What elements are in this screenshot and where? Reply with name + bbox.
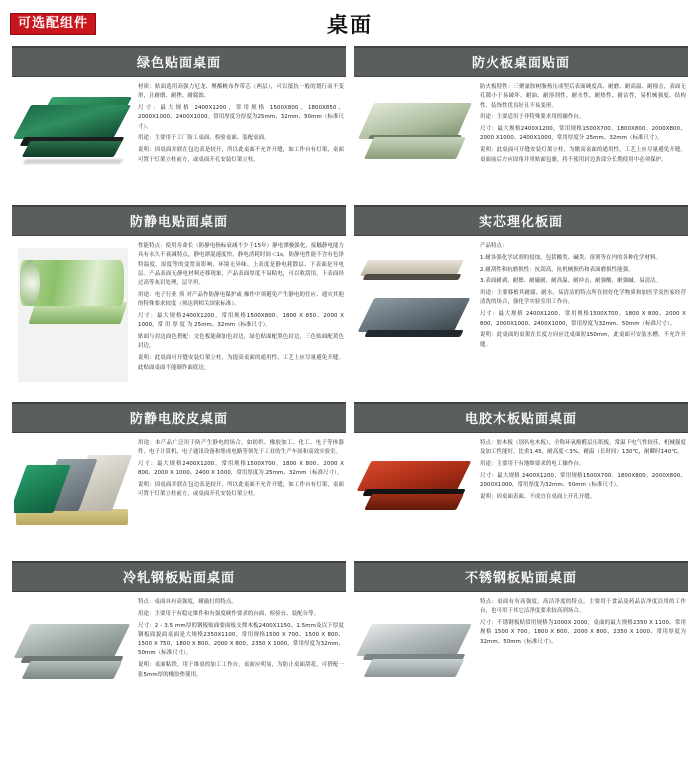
desc-line: 用途：主要适用于非特殊要求用的操作台。 [480,114,585,121]
product-image-fireproof-board-top [356,83,474,195]
product-image-antistatic-laminate-top [14,242,132,392]
desc-line: 特点：桌面有有高强度，高洁净度的特点，主要用于食品及药品洁净度洁用的工作台，也可用于其它洁净度要求较高到场合。 [480,599,686,615]
product-card-cold-rolled-steel-top [8,561,350,758]
desc-line: 用途：主要移植其耐腐、耐水、易清洁的特点所在较好化学物质和加医学及医家经营清洗的场合，强化学实验室用工作台。 [480,290,686,306]
desc-line: 说明：因桌面并联在包边表是较开，所以此桌面不允许开缝，如工作台有灯架，桌面可置于灯架立柱前方，或桌面开孔安装灯架立柱。 [138,147,344,163]
product-image-stainless-steel-top [356,598,474,748]
product-card-solid-physical-chemical-board [350,205,692,402]
product-image-rubber-wood-board-top [356,439,474,551]
desc-line: 尺寸：2 - 3.5 mm厚的钢板贴面要面板支撑木板2400X1150、1.5mm及以下厚度钢板面貌面桌面是大规格2350X1100，常用规格1500 X 700、1500 X 800、1500 X 750、1800 X 800、2000 X 800、2350 X 1000，常用厚度为32mm、50mm（标准尺寸）。 [138,622,344,657]
desc-line: 1.耐各强化学试剂的侵蚀，包括酸类、碱类、溶剂等在内的各种化学材料。 [480,254,662,261]
desc-line: 尺寸：最大规格 2400X1200，常用规格1500X700。1800X800、2000X800、2000X1000，常用厚度为32mm、50mm（标准尺寸）。 [480,472,686,489]
desc-line: 尺寸：最大规格2400X1200，常用规格1500X700。1800 X 800、2000 X 800、2000 X 1000、2400 X 1000，常用厚度为 25mm、32mm（标准尺寸）。 [138,461,344,477]
desc-line: 说明：因桌面并联在包边表是较开，所以此桌面不允许开缝，如工作台有灯架，桌面可置于灯架立柱前方，或桌面开孔安装灯架立柱。 [138,482,344,498]
card-title: 防静电贴面桌面 [12,205,346,236]
desc-line: 尺寸：最大规格 2400X1200，常用规格 1500X800。1800X850、2000X1000、2400X1000。常用厚度分厚度为25mm、32mm、50mm（标准尺寸）。 [138,105,344,130]
card-title: 不锈钢板贴面桌面 [354,561,688,592]
product-card-stainless-steel-top [350,561,692,758]
desc-line: 说明：因桌面表面、不成宜在桌面上开孔开缝。 [480,493,596,500]
product-image-solid-physical-chemical-board [356,242,474,392]
desc-line: 尺寸：最大规格2400X1200，常用规格1500X800、1800 X 850、2000 X 1000，常 用 厚 度 为 25mm、32mm（标准尺寸）。 [138,313,344,329]
product-card-antistatic-laminate-top [8,205,350,402]
product-description [138,242,344,392]
desc-line: 说明：此桌面可开缝安装灯架立柱，为提高桌面的通用性，工艺上应尽量避免开缝。此贴面桌面不能制作面底边。 [138,355,344,371]
desc-line: 尺寸：最大规格2400X1200，常用规格1500X700。1800X800、2000X800、2000 X1000、2400X1000，常用厚度分 25mm、32mm（标准尺寸）。 [480,126,686,142]
card-title: 电胶木板贴面桌面 [354,402,688,433]
desc-line: 用途：本产品广泛用于防产生静电的场合，如纺织、橡胶加工、化工、电子等体器件、电子计算机、电子通讯设备和集成电路等领先于工业的生产车间和高效实验室。 [138,440,344,456]
desc-line: 说明：桌面粘铁，用于维桌的加工工作台，桌面应明显，为防止桌面刮花，可搭配一张5mm厚的橡胶垫使用。 [138,662,344,678]
desc-line: 3.表面耐剥、耐擦、耐磁耐、耐高温、耐冲击、耐强酸、耐强碱、易清洁。 [480,278,662,285]
desc-line: 用途：主要用于有地维要求的电工操作台。 [480,461,585,468]
desc-line: 用途：主要用于有稳定维件和有强度硬作要求的台面、检验台、装配台等。 [138,610,320,617]
desc-line: 尺寸：最大规格 2400X1200，常用规格1500X700。1800 X 800、2000 X 800、2000X1000、2400X1000，常用厚度为32mm、50mm（标准尺寸）。 [480,311,686,327]
desc-line: 用途：电子行业 须 对产品作防静电保护或 操作中须避免产生静电的任应、通灾其他的特殊要求较度（须达到相关国家标准）。 [138,291,344,308]
desc-line: 尺寸：不锈钢板贴常用规格为1000X 2000，桌面的最大规格2350 X 1100、常用规格 1500 X 700。1800 X 800、2000 X 800、2350 X 1000、常用厚度为32mm、50mm（标准尺寸）。 [480,620,686,645]
desc-line: 用途：主要用于工厂防工桌面、检验桌面、装配桌面。 [138,135,270,142]
product-description [138,439,344,551]
product-card-rubber-wood-board-top [350,402,692,561]
optional-components-badge: 可选配组件 [10,13,96,35]
desc-line: 性能特点：使用寿命长（防静电指标衰减不少于15年）静电漂极强化，接触静电能力具有永久不衰减特点，静电漂混速度快，静电消耗时间＜1s，防静电性能不含有色泽特温度，湿度等的变宽而影响，环境无异味、上表度是静电耗散层、下表面是导电层。产品表面无静电材料还移现象，产品表面厚度不易粘电，可以收刮用。下表面经过高等灰岩处理，层平坦。 [138,243,344,287]
desc-line: 材质：贴面选用高强力尼龙、聚酯帆布作带芯（两层），可以抵抗一般的划行而不变形，且耐磨、耐挫、耐腐蚀。 [138,84,344,100]
product-description [480,83,686,195]
product-description [138,598,344,748]
desc-line: 2.耐刮性和抗磨损性：抗刮高，抗机械损伤和表面磨损性能强。 [480,266,634,273]
desc-line: 产品特点： [480,243,508,249]
desc-line: 防火板特性：三聚氰胺树脂热压成型后表面硬度高、耐磨、耐高温、耐撞击，表面无孔隙小于易破坏，耐油、耐溶剂性、耐水性、耐热性、耐沾性，易机械强度、结构性、装饰性优良好且不易变形。 [480,84,686,109]
product-image-cold-rolled-steel-top [14,598,132,748]
card-title: 实芯理化板面 [354,205,688,236]
card-title: 冷轧钢板贴面桌面 [12,561,346,592]
product-description [480,439,686,551]
product-description [138,83,344,195]
page-title: 桌面 [327,13,373,37]
product-image-antistatic-rubber-top [14,439,132,551]
card-title: 防火板桌面贴面 [354,46,688,77]
product-grid [0,46,700,758]
product-description [480,598,686,748]
product-card-green-laminate-top [8,46,350,205]
product-description [480,242,686,392]
desc-line: 贴面与封边面色搭配：交色板能颜加色封边，绿色贴面配黑色封边，三色贴面配黄色封边。 [138,334,344,350]
product-image-green-laminate-top [14,83,132,195]
page-header [0,0,700,46]
product-card-antistatic-rubber-top [8,402,350,561]
card-title: 绿色贴面桌面 [12,46,346,77]
desc-line: 特点：桌面具有高强度，耐敲打的特点。 [138,599,237,605]
desc-line: 特点：胶木板（别名电木板），全称环氧酚醛层压纸板，常温下电气性较佳，机械强度及加工性能好，比重1.45，耐高度＜3%，耐温（长时间）130℃，耐瞬时140℃。 [480,440,686,456]
desc-line: 说明：此桌面的桌架在长度方向应比桌面短150mm，此桌面可安装水槽，不允许开缝。 [480,332,686,348]
product-card-fireproof-board-top [350,46,692,205]
card-title: 防静电胶皮桌面 [12,402,346,433]
desc-line: 说明：此桌面可开缝安装灯架立柱，为缴高桌面的通用性，工艺上应尽量避免开缝。桌面前后方应固角并用贴面包裹。将不使用封边条部分长期使用中必须保护。 [480,147,686,163]
